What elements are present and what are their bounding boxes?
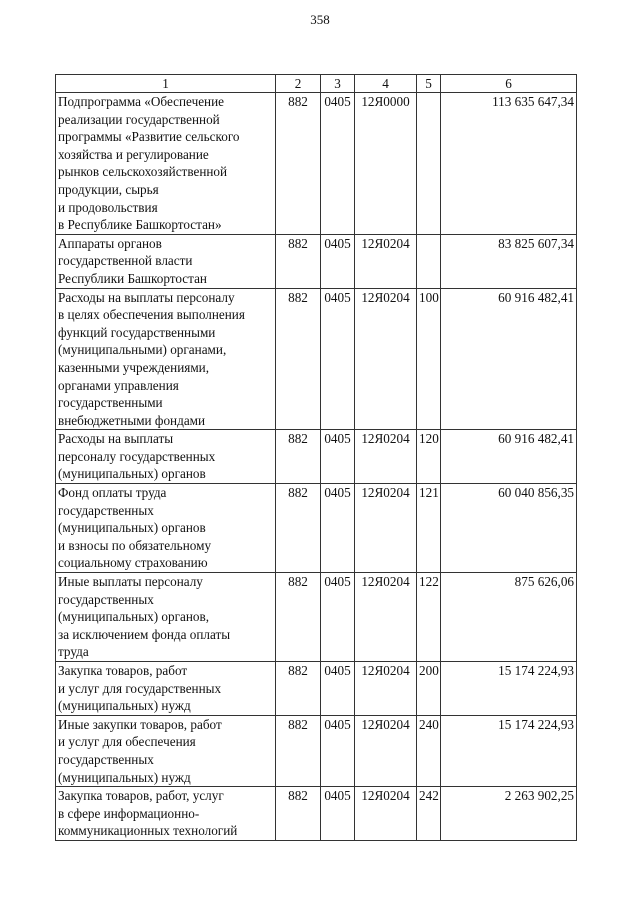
cell-col-2: 882 <box>276 573 321 662</box>
cell-col-4: 12Я0204 <box>355 484 417 573</box>
cell-amount: 875 626,06 <box>441 573 577 662</box>
cell-col-5: 100 <box>417 288 441 430</box>
table-row <box>56 787 577 841</box>
table-row <box>56 93 577 235</box>
table-row <box>56 484 577 573</box>
cell-amount: 15 174 224,93 <box>441 715 577 786</box>
cell-col-5 <box>417 234 441 288</box>
cell-col-4: 12Я0204 <box>355 288 417 430</box>
cell-name: Иные выплаты персоналу государственных (муниципальных) органов, за исключением фонда оплаты труда <box>56 573 276 662</box>
cell-col-4: 12Я0204 <box>355 662 417 716</box>
header-col-6: 6 <box>441 75 577 93</box>
cell-col-5: 242 <box>417 787 441 841</box>
cell-col-4: 12Я0204 <box>355 787 417 841</box>
budget-table <box>55 74 577 841</box>
cell-name: Закупка товаров, работ, услуг в сфере информационно- коммуникационных технологий <box>56 787 276 841</box>
cell-amount: 83 825 607,34 <box>441 234 577 288</box>
header-col-4: 4 <box>355 75 417 93</box>
table-row <box>56 573 577 662</box>
cell-col-3: 0405 <box>321 484 355 573</box>
cell-col-3: 0405 <box>321 662 355 716</box>
cell-col-5: 121 <box>417 484 441 573</box>
cell-name: Фонд оплаты труда государственных (муниципальных) органов и взносы по обязательному социальному страхованию <box>56 484 276 573</box>
table-row <box>56 430 577 484</box>
cell-col-3: 0405 <box>321 715 355 786</box>
table-row <box>56 234 577 288</box>
cell-col-4: 12Я0204 <box>355 234 417 288</box>
cell-col-3: 0405 <box>321 288 355 430</box>
cell-amount: 2 263 902,25 <box>441 787 577 841</box>
cell-col-4: 12Я0204 <box>355 430 417 484</box>
cell-col-2: 882 <box>276 787 321 841</box>
cell-col-3: 0405 <box>321 234 355 288</box>
header-col-5: 5 <box>417 75 441 93</box>
cell-col-5 <box>417 93 441 235</box>
table-row <box>56 288 577 430</box>
cell-col-2: 882 <box>276 662 321 716</box>
cell-name: Подпрограмма «Обеспечение реализации государственной программы «Развитие сельского хозяйства и регулирование рынков сельскохозяйственной продукции, сырья и продовольствия в Республике Башкортостан» <box>56 93 276 235</box>
header-col-3: 3 <box>321 75 355 93</box>
cell-col-4: 12Я0000 <box>355 93 417 235</box>
cell-col-3: 0405 <box>321 573 355 662</box>
cell-col-3: 0405 <box>321 787 355 841</box>
cell-col-2: 882 <box>276 715 321 786</box>
header-col-2: 2 <box>276 75 321 93</box>
table-row <box>56 662 577 716</box>
cell-amount: 60 916 482,41 <box>441 430 577 484</box>
cell-col-2: 882 <box>276 484 321 573</box>
page-number: 358 <box>310 12 330 27</box>
cell-col-5: 200 <box>417 662 441 716</box>
cell-name: Аппараты органов государственной власти Республики Башкортостан <box>56 234 276 288</box>
cell-col-2: 882 <box>276 430 321 484</box>
cell-col-3: 0405 <box>321 93 355 235</box>
cell-col-2: 882 <box>276 93 321 235</box>
cell-col-5: 240 <box>417 715 441 786</box>
cell-amount: 15 174 224,93 <box>441 662 577 716</box>
cell-amount: 60 040 856,35 <box>441 484 577 573</box>
header-col-1: 1 <box>56 75 276 93</box>
cell-amount: 113 635 647,34 <box>441 93 577 235</box>
cell-col-4: 12Я0204 <box>355 715 417 786</box>
cell-name: Расходы на выплаты персоналу в целях обеспечения выполнения функций государственными (муниципальными) органами, казенными учреждениями, органами управления государственными внебюджетными фондами <box>56 288 276 430</box>
cell-col-4: 12Я0204 <box>355 573 417 662</box>
table-row <box>56 715 577 786</box>
table-body <box>56 75 577 841</box>
table-header-row <box>56 75 577 93</box>
cell-col-3: 0405 <box>321 430 355 484</box>
cell-name: Закупка товаров, работ и услуг для государственных (муниципальных) нужд <box>56 662 276 716</box>
cell-col-2: 882 <box>276 288 321 430</box>
cell-name: Иные закупки товаров, работ и услуг для обеспечения государственных (муниципальных) нужд <box>56 715 276 786</box>
cell-col-5: 122 <box>417 573 441 662</box>
cell-amount: 60 916 482,41 <box>441 288 577 430</box>
cell-col-5: 120 <box>417 430 441 484</box>
cell-col-2: 882 <box>276 234 321 288</box>
cell-name: Расходы на выплаты персоналу государственных (муниципальных) органов <box>56 430 276 484</box>
